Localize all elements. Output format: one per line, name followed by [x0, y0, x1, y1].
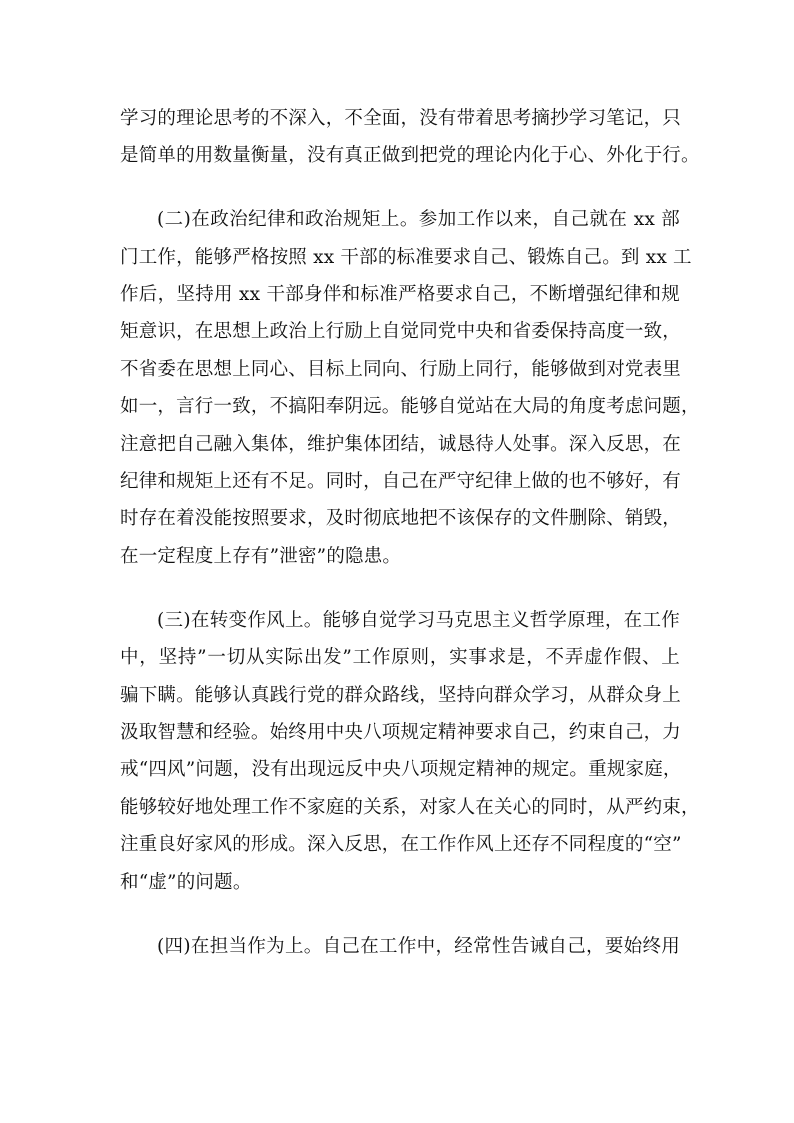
- paragraph-3-line-7: 注重良好家风的形成。深入反思，在工作作风上还存不同程度的“空”: [120, 834, 682, 855]
- paragraph-3-line-6: 能够较好地处理工作不家庭的关系，对家人在关心的同时，从严约束，: [120, 797, 700, 818]
- paragraph-3-line-3: 骗下瞒。能够认真践行党的群众路线，坚持向群众学习，从群众身上: [120, 685, 682, 706]
- paragraph-1-line-1: 学习的理论思考的不深入，不全面，没有带着思考摘抄学习笔记，只: [120, 108, 682, 129]
- paragraph-2-line-9: 时存在着没能按照要求，及时彻底地把不该保存的文件删除、销毁，: [120, 508, 682, 529]
- paragraph-3-line-8: 和“虚”的问题。: [120, 872, 252, 893]
- paragraph-3-line-2: 中，坚持”一切从实际出发”工作原则，实事求是，不弄虚作假、上: [120, 647, 680, 668]
- paragraph-3-line-4: 汲取智慧和经验。始终用中央八项规定精神要求自己，约束自己，力: [120, 722, 682, 743]
- paragraph-2-line-3: 作后，坚持用 xx 干部身伴和标准严格要求自己，不断增强纪律和规: [120, 284, 680, 305]
- paragraph-2-line-6: 如一，言行一致，不搞阳奉阴远。能够自觉站在大局的角度考虑问题，: [120, 396, 700, 417]
- paragraph-1-line-2: 是简单的用数量衡量，没有真正做到把党的理论内化于心、外化于行。: [120, 145, 700, 166]
- paragraph-3-line-1: (三)在转变作风上。能够自觉学习马克思主义哲学原理，在工作: [157, 610, 680, 631]
- paragraph-3-line-5: 戒“四风”问题，没有出现远反中央八项规定精神的规定。重规家庭，: [120, 759, 682, 780]
- paragraph-2-line-5: 不省委在思想上同心、目标上同向、行励上同行，能够做到对党表里: [120, 359, 682, 380]
- paragraph-2-line-2: 门工作，能够严格按照 xx 干部的标准要求自己、锻炼自己。到 xx 工: [120, 247, 692, 268]
- paragraph-4-line-1: (四)在担当作为上。自己在工作中，经常性告诫自己，要始终用: [157, 936, 680, 957]
- paragraph-2-line-1: (二)在政治纪律和政治规矩上。参加工作以来，自己就在 xx 部: [157, 209, 680, 230]
- paragraph-2-line-4: 矩意识，在思想上政治上行励上自觉同党中央和省委保持高度一致，: [120, 321, 682, 342]
- paragraph-2-line-10: 在一定程度上存有”泄密”的隐患。: [120, 546, 402, 567]
- paragraph-2-line-7: 注意把自己融入集体，维护集体团结，诚恳待人处事。深入反思，在: [120, 434, 682, 455]
- paragraph-2-line-8: 纪律和规矩上还有不足。同时，自己在严守纪律上做的也不够好，有: [120, 471, 682, 492]
